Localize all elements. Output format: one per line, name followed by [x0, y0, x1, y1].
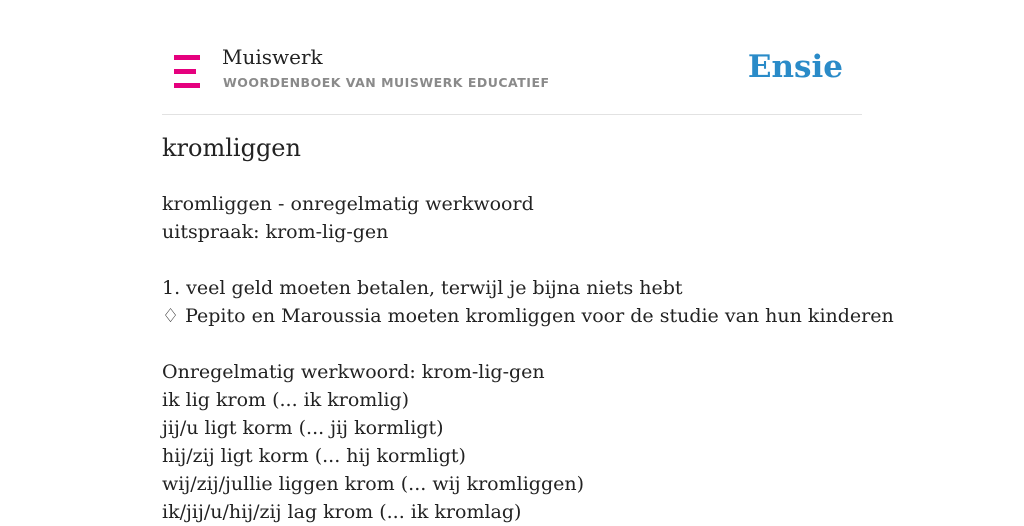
definition-line: hij/zij ligt korm (... hij kormligt): [162, 445, 466, 467]
ensie-brand-link[interactable]: Ensie: [747, 49, 843, 85]
definition-body: [162, 190, 894, 526]
definition-line: uitspraak: krom-lig-gen: [162, 221, 389, 243]
site-header: [162, 0, 862, 115]
site-name-link[interactable]: Muiswerk: [222, 45, 323, 69]
definition-line: jij/u ligt korm (... jij kormligt): [162, 417, 444, 439]
definition-line: wij/zij/jullie liggen krom (... wij kromliggen): [162, 473, 585, 495]
definition-line: ♢ Pepito en Maroussia moeten kromliggen voor de studie van hun kinderen: [162, 305, 894, 327]
logo-bar-middle: [174, 69, 196, 74]
muiswerk-logo-icon[interactable]: [174, 55, 200, 88]
definition-line: ik/jij/u/hij/zij lag krom (... ik kromlag): [162, 501, 522, 523]
logo-bar-top: [174, 55, 200, 60]
definition-line: [162, 330, 894, 358]
site-subtitle: WOORDENBOEK VAN MUISWERK EDUCATIEF: [223, 75, 550, 90]
logo-bar-bottom: [174, 83, 200, 88]
definition-line: ik lig krom (... ik kromlig): [162, 389, 410, 411]
article: [162, 134, 894, 523]
page-title: kromliggen: [162, 134, 301, 162]
definition-line: kromliggen - onregelmatig werkwoord: [162, 193, 534, 215]
definition-line: Onregelmatig werkwoord: krom-lig-gen: [162, 361, 545, 383]
definition-line: [162, 246, 894, 274]
definition-line: 1. veel geld moeten betalen, terwijl je bijna niets hebt: [162, 277, 683, 299]
